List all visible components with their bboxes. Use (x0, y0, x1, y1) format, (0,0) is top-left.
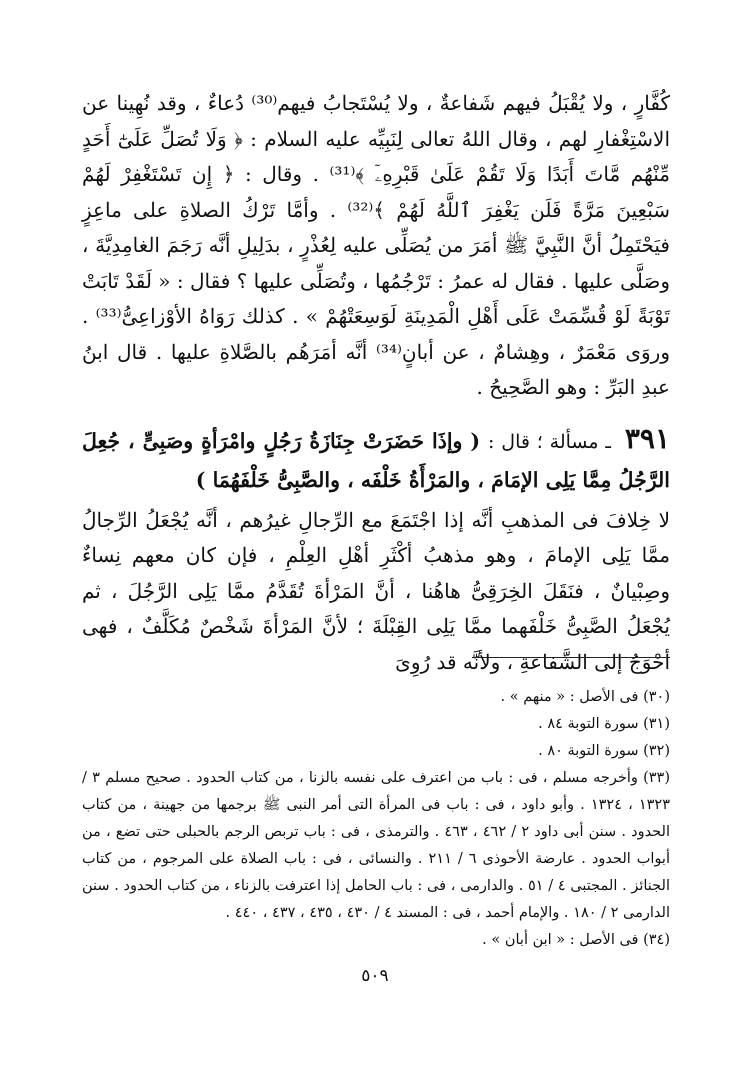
footnote-34: (٣٤) فى الأصل : « ابن أبان » . (482, 932, 670, 948)
footnote-33: (٣٣) وأخرجه مسلم ، فى : باب من اعترف على نفسه بالزنا ، من كتاب الحدود . صحيح مسلم ٣ / ١٣٢٣ ، ١٣٢٤ . وأبو داود ، فى : باب فى المرأة التى أمر النبى ﷺ برجمها من جهينة ، من كتاب الحدود . سنن أبى داود ٢ / ٤٦٢ ، ٤٦٣ . والترمذى ، فى : باب تربص الرجم بالحبلى حتى تضع ، من أبواب الحدود . عارضة الأحوذى ٦ / ٢١١ . والنسائى ، فى : باب الصلاة على المرجوم ، من كتاب الجنائز . المجتبى ٤ / ٥١ . والدارمى ، فى : باب الحامل إذا اعترفت بالزناء ، من كتاب الحدود . سنن الدارمى ٢ / ١٨٠ . والإمام أحمد ، فى : المسند ٤ / ٤٣٠ ، ٤٣٥ ، ٤٣٧ ، ٤٤٠ . (82, 770, 671, 921)
issue-lead: ـ مسألة ؛ قال : (488, 430, 611, 453)
footnote-31: (٣١) سورة التوبة ٨٤ . (538, 716, 670, 732)
footnote-30: (٣٠) فى الأصل : « منهم » . (500, 689, 670, 705)
main-text (82, 86, 670, 680)
paragraph-commentary: لا خِلافَ فى المذهبِ أنَّه إذا اجْتَمَعَ مع الرِّجالِ غيرُهم ، أنَّه يُجْعَلُ الرِّجالُ ممَّا يَلِى الإمامَ ، وهو مذهبُ أكْثَرِ أهْلِ العِلْمِ ، فإن كان معهم نِساءٌ وصِبْيانٌ ، فنَقَلَ الخِرَقِىُّ هاهُنا ، أنَّ المَرْأةَ تُقَدَّمُ ممَّا يَلِى الرَّجُلَ ، ثم يُجْعَلُ الصَّبِىُّ خَلْفَهما ممَّا يَلِى القِبْلَةَ ؛ لأنَّ المَرْأةَ شَخْصٌ مُكَلَّفٌ ، فهى أحْوَجُ إلى الشَّفاعةِ ، ولأنَّه قد رُوِىَ (82, 507, 670, 674)
issue-text: ( وإذَا حَضَرَتْ جِنَازَةُ رَجُلٍ وامْرَأةٍ وصَبِىٍّ ، جُعِلَ الرَّجُلُ مِمَّا يَلِى الإمَامَ ، والمَرْأَةُ خَلْفَه ، والصَّبِىُّ خَلْفَهُمَا ) (82, 428, 670, 492)
issue-heading (82, 420, 670, 499)
footnote-divider (472, 657, 670, 658)
page-number: ٥٠٩ (361, 966, 389, 986)
footnotes (82, 684, 670, 954)
footnote-32: (٣٢) سورة التوبة ٨٠ . (538, 743, 670, 759)
issue-number: ٣٩١ (624, 421, 671, 455)
paragraph-continuation: كُفَّارٍ ، ولا يُقْبَلُ فيهم شَفاعةٌ ، ولا يُسْتَجابُ فيهم⁽³⁰⁾ دُعاءٌ ، وقد نُهِينا عن الاسْتِغْفارِ لهم ، وقال اللهُ تعالى لِنَبِيِّه عليه السلام : ﴿ وَلَا تُصَلِّ عَلَىٰٓ أَحَدٍ مِّنْهُم مَّاتَ أَبَدًا وَلَا تَقُمْ عَلَىٰ قَبْرِهِۦٓ ﴾⁽³¹⁾ . وقال : ﴿ إِن تَسْتَغْفِرْ لَهُمْ سَبْعِينَ مَرَّةً فَلَن يَغْفِرَ ٱللَّهُ لَهُمْ ﴾⁽³²⁾ . وأمَّا تَرْكُ الصلاةِ على ماعِزٍ فيَحْتَمِلُ أنَّ النَّبِيَّ ﷺ أمَرَ من يُصَلِّى عليه لِعُذْرٍ ، بدَلِيلِ أنَّه رَجَمَ الغامِدِيَّةَ ، وصَلَّى عليها . فقال له عمرُ : تَرْجُمُها ، وتُصَلِّى عليها ؟ فقال : « لَقَدْ تَابَتْ تَوْبَةً لَوْ قُسِّمَتْ عَلَى أَهْلِ الْمَدِينَةِ لَوَسِعَتْهُمْ » . كذلك رَوَاهُ الأوْزاعِىُّ⁽³³⁾ . وروَى مَعْمَرٌ ، وهِشامٌ ، عن أبانٍ⁽³⁴⁾ أنَّه أمَرَهُم بالصَّلاةِ عليها . قال ابنُ عبدِ البَرِّ : وهو الصَّحِيحُ . (82, 91, 670, 399)
